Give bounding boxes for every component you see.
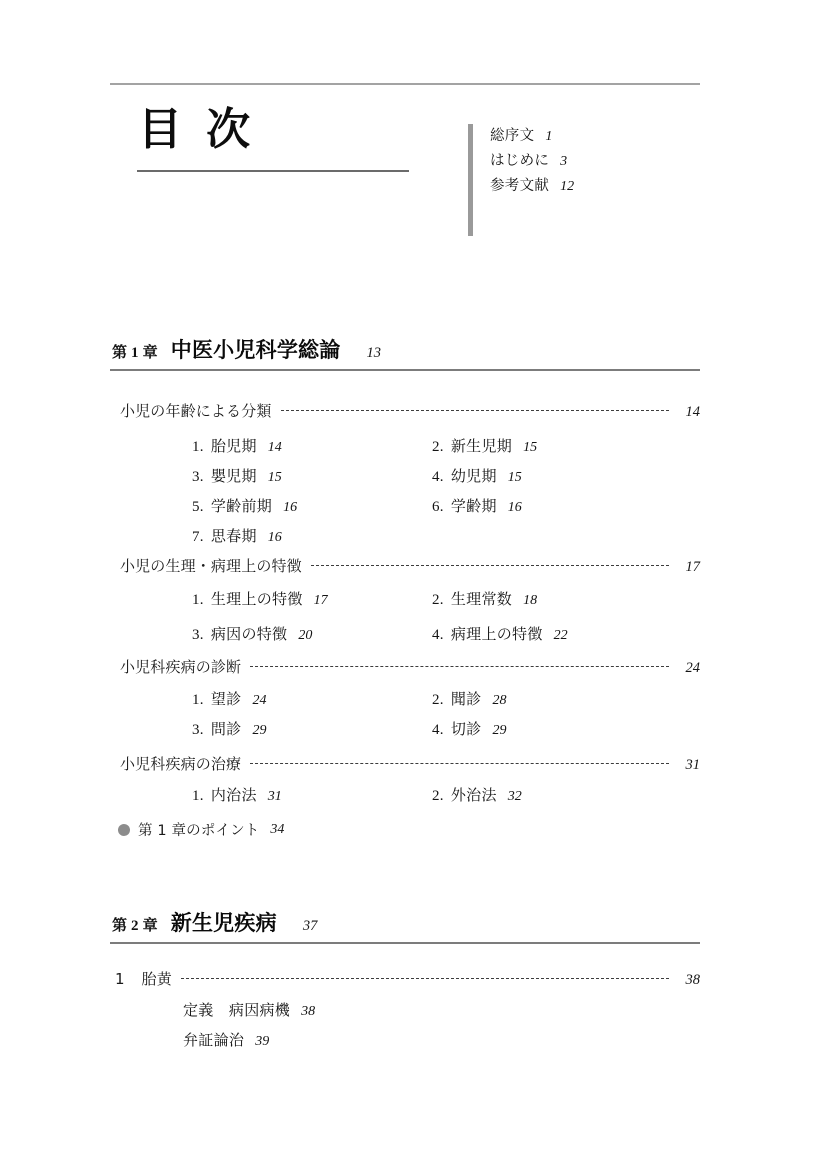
item-label: 望診	[210, 692, 242, 708]
item-number: 3.	[192, 469, 204, 485]
chapter-title-line-2	[110, 907, 700, 937]
chapter-page: 13	[366, 345, 381, 361]
chapter-title-line-1	[110, 334, 700, 364]
item-number: 5.	[192, 499, 204, 515]
section-page: 31	[685, 757, 700, 773]
section-row[interactable]	[110, 968, 700, 990]
item-number: 2.	[432, 592, 444, 608]
page-top-rule	[110, 83, 700, 85]
list-item[interactable]	[192, 623, 312, 644]
list-item[interactable]	[192, 495, 297, 516]
item-label: 胎児期	[210, 439, 257, 455]
item-page: 28	[492, 693, 507, 708]
item-number: 2.	[432, 692, 444, 708]
item-page: 22	[553, 628, 568, 643]
section-page: 38	[685, 972, 700, 988]
frontmatter-label: 総序文	[490, 128, 535, 144]
list-item[interactable]	[183, 999, 315, 1020]
frontmatter-label: はじめに	[490, 153, 550, 169]
chapter-point-label: 第 1 章のポイント	[138, 823, 260, 839]
chapter-number: 第 1 章	[112, 345, 158, 361]
item-label: 新生児期	[450, 439, 513, 455]
frontmatter-row[interactable]	[490, 174, 574, 199]
section-title: 小児科疾病の診断	[120, 658, 242, 676]
item-page: 17	[313, 593, 328, 608]
item-page: 32	[507, 789, 522, 804]
item-number: 7.	[192, 529, 204, 545]
chapter-rule-1	[110, 369, 700, 371]
frontmatter-row[interactable]	[490, 149, 574, 174]
section-title: 小児の年齢による分類	[120, 402, 272, 420]
dot-leader	[281, 410, 669, 411]
item-number: 1.	[192, 788, 204, 804]
list-item[interactable]	[192, 784, 282, 805]
chapter-number: 第 2 章	[112, 918, 158, 934]
item-page: 39	[255, 1034, 270, 1049]
item-page: 29	[492, 723, 507, 738]
frontmatter-row[interactable]	[490, 124, 574, 149]
section-index: 1	[115, 970, 125, 988]
section-page: 17	[685, 559, 700, 575]
list-item[interactable]	[192, 525, 282, 546]
chapter-point-row[interactable]	[118, 819, 284, 840]
item-label: 病因の特徴	[210, 627, 288, 643]
item-label: 生理常数	[450, 592, 513, 608]
item-page: 31	[267, 789, 282, 804]
section-row[interactable]	[110, 400, 700, 422]
dot-leader	[311, 565, 669, 566]
item-page: 16	[283, 500, 298, 515]
item-page: 16	[507, 500, 522, 515]
item-label: 聞診	[450, 692, 482, 708]
section-title: 小児の生理・病理上の特徴	[120, 557, 302, 575]
dot-leader	[181, 978, 669, 979]
item-number: 2.	[432, 788, 444, 804]
list-item[interactable]	[432, 435, 537, 456]
item-number: 3.	[192, 627, 204, 643]
section-row[interactable]	[110, 753, 700, 775]
list-item[interactable]	[192, 688, 266, 709]
list-item[interactable]	[432, 588, 537, 609]
item-number: 2.	[432, 439, 444, 455]
list-item[interactable]	[432, 465, 522, 486]
section-title: 胎黄	[141, 970, 172, 988]
item-page: 29	[252, 723, 267, 738]
frontmatter-page: 1	[545, 129, 553, 144]
item-label: 切診	[450, 722, 482, 738]
item-number: 4.	[432, 722, 444, 738]
item-page: 15	[507, 470, 522, 485]
list-item[interactable]	[192, 588, 328, 609]
section-page: 24	[685, 660, 700, 676]
item-number: 3.	[192, 722, 204, 738]
item-number: 4.	[432, 469, 444, 485]
item-label: 定義 病因病機	[183, 1003, 291, 1019]
frontmatter-list	[468, 124, 574, 236]
frontmatter-page: 3	[560, 154, 568, 169]
item-label: 幼児期	[450, 469, 497, 485]
dot-leader	[250, 666, 669, 667]
item-label: 内治法	[210, 788, 257, 804]
section-page: 14	[685, 404, 700, 420]
chapter-name: 新生児疾病	[170, 911, 277, 935]
item-label: 病理上の特徴	[450, 627, 543, 643]
item-page: 20	[298, 628, 313, 643]
list-item[interactable]	[432, 718, 506, 739]
item-page: 38	[301, 1004, 316, 1019]
chapter-page: 37	[302, 918, 318, 934]
item-page: 18	[523, 593, 538, 608]
filled-circle-icon	[118, 824, 130, 836]
item-label: 弁証論治	[183, 1033, 245, 1049]
item-page: 16	[267, 530, 282, 545]
chapter-heading-2[interactable]	[110, 907, 700, 944]
list-item[interactable]	[432, 784, 522, 805]
list-item[interactable]	[432, 623, 568, 644]
page-title: 目 次	[138, 104, 255, 155]
item-number: 1.	[192, 592, 204, 608]
section-row[interactable]	[110, 656, 700, 678]
item-label: 生理上の特徴	[210, 592, 303, 608]
item-number: 4.	[432, 627, 444, 643]
frontmatter-page: 12	[560, 179, 575, 194]
item-label: 嬰児期	[210, 469, 257, 485]
section-row[interactable]	[110, 555, 700, 577]
item-page: 15	[523, 440, 538, 455]
item-number: 1.	[192, 692, 204, 708]
chapter-heading-1[interactable]	[110, 334, 700, 371]
chapter-point-page: 34	[270, 821, 285, 837]
chapter-rule-2	[110, 942, 700, 944]
item-label: 学齢期	[450, 499, 497, 515]
item-number: 1.	[192, 439, 204, 455]
item-page: 15	[267, 470, 282, 485]
list-item[interactable]	[432, 495, 522, 516]
frontmatter-label: 参考文献	[490, 178, 550, 194]
item-label: 外治法	[450, 788, 497, 804]
chapter-name: 中医小児科学総論	[170, 338, 341, 362]
list-item[interactable]	[192, 465, 282, 486]
item-page: 24	[252, 693, 267, 708]
item-number: 6.	[432, 499, 444, 515]
item-label: 学齢前期	[210, 499, 273, 515]
section-title: 小児科疾病の治療	[120, 755, 242, 773]
list-item[interactable]	[192, 718, 266, 739]
item-label: 思春期	[210, 529, 257, 545]
list-item[interactable]	[183, 1029, 269, 1050]
list-item[interactable]	[192, 435, 282, 456]
item-label: 問診	[210, 722, 242, 738]
item-page: 14	[267, 440, 282, 455]
dot-leader	[250, 763, 669, 764]
list-item[interactable]	[432, 688, 506, 709]
title-underline	[137, 170, 409, 172]
